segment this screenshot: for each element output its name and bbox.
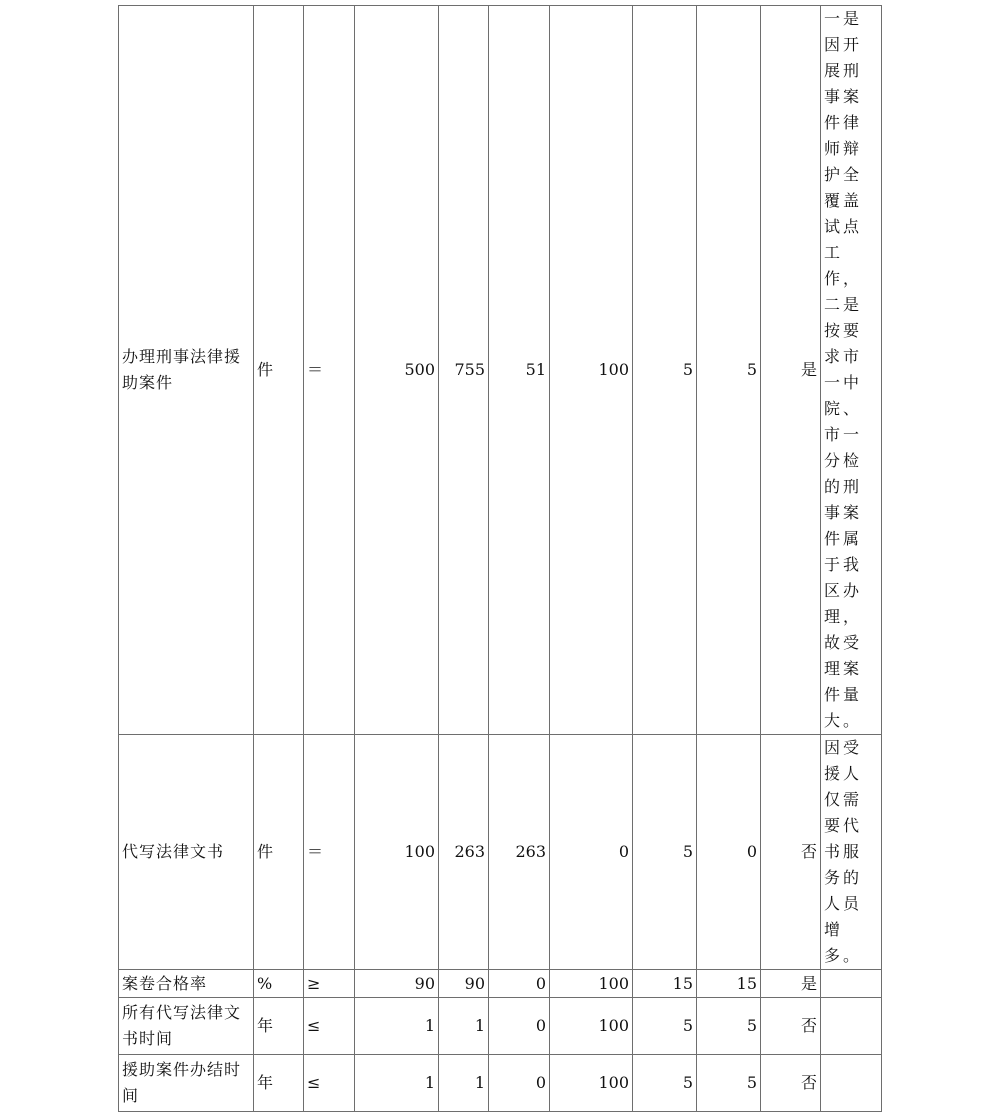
target-cell: 1 xyxy=(355,1055,439,1112)
indicator-cell: 援助案件办结时间 xyxy=(119,1055,254,1112)
operator-cell: ≤ xyxy=(304,1055,355,1112)
operator-cell: ＝ xyxy=(304,735,355,970)
unit-cell: 年 xyxy=(254,1055,304,1112)
target-cell: 500 xyxy=(355,6,439,735)
actual-cell: 755 xyxy=(439,6,489,735)
weight-cell: 100 xyxy=(550,998,633,1055)
deviation-cell: 0 xyxy=(489,1055,550,1112)
table-row xyxy=(119,998,882,1055)
indicator-cell: 所有代写法律文书时间 xyxy=(119,998,254,1055)
operator-cell: ＝ xyxy=(304,6,355,735)
full-score-cell: 5 xyxy=(633,735,697,970)
indicator-cell: 案卷合格率 xyxy=(119,970,254,998)
weight-cell: 100 xyxy=(550,970,633,998)
operator-cell: ≥ xyxy=(304,970,355,998)
unit-cell: 件 xyxy=(254,735,304,970)
weight-cell: 0 xyxy=(550,735,633,970)
indicator-cell: 代写法律文书 xyxy=(119,735,254,970)
met-cell: 否 xyxy=(761,735,821,970)
performance-table xyxy=(118,5,882,1112)
table-row xyxy=(119,1055,882,1112)
remark-cell: 一是因开展刑事案件律师辩护全覆盖试点工作，二是按要求市一中院、市一分检的刑事案件属于我区办理，故受理案件量大。 xyxy=(821,6,882,735)
table-row xyxy=(119,6,882,735)
met-cell: 否 xyxy=(761,1055,821,1112)
target-cell: 100 xyxy=(355,735,439,970)
score-cell: 5 xyxy=(697,1055,761,1112)
remark-cell xyxy=(821,970,882,998)
table-row xyxy=(119,970,882,998)
indicator-cell: 办理刑事法律援助案件 xyxy=(119,6,254,735)
deviation-cell: 0 xyxy=(489,970,550,998)
target-cell: 90 xyxy=(355,970,439,998)
actual-cell: 263 xyxy=(439,735,489,970)
met-cell: 否 xyxy=(761,998,821,1055)
weight-cell: 100 xyxy=(550,6,633,735)
deviation-cell: 263 xyxy=(489,735,550,970)
full-score-cell: 5 xyxy=(633,6,697,735)
full-score-cell: 5 xyxy=(633,1055,697,1112)
met-cell: 是 xyxy=(761,970,821,998)
target-cell: 1 xyxy=(355,998,439,1055)
score-cell: 5 xyxy=(697,998,761,1055)
full-score-cell: 15 xyxy=(633,970,697,998)
remark-cell xyxy=(821,1055,882,1112)
unit-cell: 件 xyxy=(254,6,304,735)
unit-cell: % xyxy=(254,970,304,998)
unit-cell: 年 xyxy=(254,998,304,1055)
weight-cell: 100 xyxy=(550,1055,633,1112)
score-cell: 5 xyxy=(697,6,761,735)
table-row xyxy=(119,735,882,970)
score-cell: 0 xyxy=(697,735,761,970)
remark-cell xyxy=(821,998,882,1055)
actual-cell: 90 xyxy=(439,970,489,998)
remark-cell: 因受援人仅需要代书服务的人员增多。 xyxy=(821,735,882,970)
operator-cell: ≤ xyxy=(304,998,355,1055)
actual-cell: 1 xyxy=(439,1055,489,1112)
met-cell: 是 xyxy=(761,6,821,735)
deviation-cell: 51 xyxy=(489,6,550,735)
full-score-cell: 5 xyxy=(633,998,697,1055)
score-cell: 15 xyxy=(697,970,761,998)
actual-cell: 1 xyxy=(439,998,489,1055)
deviation-cell: 0 xyxy=(489,998,550,1055)
